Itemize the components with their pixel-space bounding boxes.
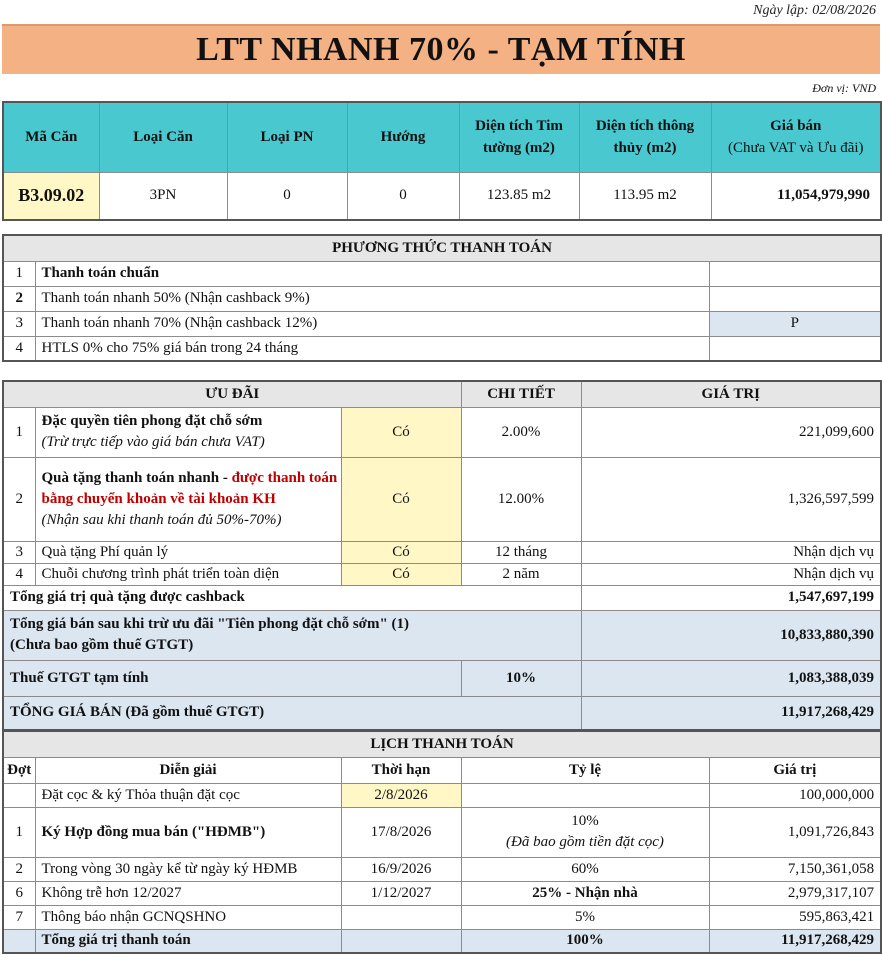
unit-bedroom-type: 0 <box>227 172 347 220</box>
pm-mark <box>709 261 881 286</box>
pm-mark <box>709 336 881 361</box>
offer-applied: Có <box>341 407 461 457</box>
pm-selected-mark: P <box>709 311 881 336</box>
offer-value: Nhận dịch vụ <box>581 541 881 563</box>
schedule-due: 2/8/2026 <box>341 783 461 807</box>
schedule-total-label: Tổng giá trị thanh toán <box>35 929 341 953</box>
offer-title: Quà tặng Phí quản lý <box>35 541 341 563</box>
unit-info-table <box>2 101 882 221</box>
schedule-due <box>341 905 461 929</box>
offer-detail: 2 năm <box>461 563 581 585</box>
unit-price: 11,054,979,990 <box>711 172 881 220</box>
schedule-due: 1/12/2027 <box>341 881 461 905</box>
schedule-rate: 60% <box>461 857 709 881</box>
offer-detail: 12.00% <box>461 457 581 541</box>
pm-no: 3 <box>3 311 35 336</box>
schedule-no: 7 <box>3 905 35 929</box>
schedule-no: 6 <box>3 881 35 905</box>
schedule-due: 16/9/2026 <box>341 857 461 881</box>
total-cashback-label: Tổng giá trị quà tặng được cashback <box>3 585 581 610</box>
offer-applied: Có <box>341 541 461 563</box>
schedule-due: 17/8/2026 <box>341 807 461 857</box>
pm-label: HTLS 0% cho 75% giá bán trong 24 tháng <box>35 336 709 361</box>
schedule-value: 1,091,726,843 <box>709 807 881 857</box>
offers-value-header: GIÁ TRỊ <box>581 381 881 407</box>
col-rate: Tỷ lệ <box>461 757 709 783</box>
offer-value: 221,099,600 <box>581 407 881 457</box>
page-title: LTT NHANH 70% - TẠM TÍNH <box>2 24 880 74</box>
col-description: Diễn giải <box>35 757 341 783</box>
unit-clear-area: 113.95 m2 <box>579 172 711 220</box>
unit-direction: 0 <box>347 172 459 220</box>
schedule-desc: Trong vòng 30 ngày kể từ ngày ký HĐMB <box>35 857 341 881</box>
price-after-offer-label: Tổng giá bán sau khi trừ ưu đãi "Tiên phong đặt chỗ sớm" (1) (Chưa bao gồm thuế GTGT) <box>3 610 581 660</box>
col-price: Giá bán (Chưa VAT và Ưu đãi) <box>711 102 881 172</box>
offer-applied: Có <box>341 457 461 541</box>
schedule-desc: Thông báo nhận GCNQSHNO <box>35 905 341 929</box>
grand-total-value: 11,917,268,429 <box>581 696 881 730</box>
vat-value: 1,083,388,039 <box>581 660 881 696</box>
offer-no: 3 <box>3 541 35 563</box>
offer-applied: Có <box>341 563 461 585</box>
schedule-rate <box>461 783 709 807</box>
schedule-rate: 10% (Đã bao gồm tiền đặt cọc) <box>461 807 709 857</box>
price-after-offer-value: 10,833,880,390 <box>581 610 881 660</box>
payment-method-table <box>2 234 882 362</box>
currency-unit: Đơn vị: VND <box>812 81 876 95</box>
col-due-date: Thời hạn <box>341 757 461 783</box>
payment-schedule-table <box>2 730 882 954</box>
schedule-rate: 5% <box>461 905 709 929</box>
col-type: Loại Căn <box>99 102 227 172</box>
schedule-desc: Ký Hợp đồng mua bán ("HĐMB") <box>35 807 341 857</box>
schedule-header: LỊCH THANH TOÁN <box>3 731 881 757</box>
schedule-no: 1 <box>3 807 35 857</box>
unit-wall-area: 123.85 m2 <box>459 172 579 220</box>
col-wall-area: Diện tích Tim tường (m2) <box>459 102 579 172</box>
schedule-no: 2 <box>3 857 35 881</box>
schedule-rate: 25% - Nhận nhà <box>461 881 709 905</box>
pm-label: Thanh toán nhanh 70% (Nhận cashback 12%) <box>35 311 709 336</box>
pm-mark <box>709 286 881 311</box>
offer-detail: 12 tháng <box>461 541 581 563</box>
vat-rate: 10% <box>461 660 581 696</box>
offer-title: Đặc quyền tiên phong đặt chỗ sớm (Trừ trực tiếp vào giá bán chưa VAT) <box>35 407 341 457</box>
unit-type: 3PN <box>99 172 227 220</box>
vat-label: Thuế GTGT tạm tính <box>3 660 461 696</box>
schedule-total-value: 11,917,268,429 <box>709 929 881 953</box>
schedule-total-due <box>341 929 461 953</box>
offer-no: 4 <box>3 563 35 585</box>
pm-label: Thanh toán nhanh 50% (Nhận cashback 9%) <box>35 286 709 311</box>
unit-code: B3.09.02 <box>3 172 99 220</box>
offers-detail-header: CHI TIẾT <box>461 381 581 407</box>
col-direction: Hướng <box>347 102 459 172</box>
offer-no: 2 <box>3 457 35 541</box>
col-code: Mã Căn <box>3 102 99 172</box>
col-value: Giá trị <box>709 757 881 783</box>
grand-total-label: TỔNG GIÁ BÁN (Đã gồm thuế GTGT) <box>3 696 581 730</box>
total-cashback-value: 1,547,697,199 <box>581 585 881 610</box>
col-installment: Đợt <box>3 757 35 783</box>
col-clear-area: Diện tích thông thủy (m2) <box>579 102 711 172</box>
payment-method-header: PHƯƠNG THỨC THANH TOÁN <box>3 235 881 261</box>
schedule-total-rate: 100% <box>461 929 709 953</box>
schedule-value: 100,000,000 <box>709 783 881 807</box>
pm-label: Thanh toán chuẩn <box>35 261 709 286</box>
offer-detail: 2.00% <box>461 407 581 457</box>
schedule-desc: Đặt cọc & ký Thỏa thuận đặt cọc <box>35 783 341 807</box>
schedule-value: 7,150,361,058 <box>709 857 881 881</box>
schedule-value: 595,863,421 <box>709 905 881 929</box>
offer-value: 1,326,597,599 <box>581 457 881 541</box>
date-created: Ngày lập: 02/08/2026 <box>753 3 876 18</box>
offers-header: ƯU ĐÃI <box>3 381 461 407</box>
offer-title: Chuỗi chương trình phát triển toàn diện <box>35 563 341 585</box>
offer-no: 1 <box>3 407 35 457</box>
schedule-desc: Không trễ hơn 12/2027 <box>35 881 341 905</box>
col-bedroom-type: Loại PN <box>227 102 347 172</box>
pm-no: 2 <box>3 286 35 311</box>
offers-table <box>2 380 882 731</box>
schedule-no <box>3 783 35 807</box>
pm-no: 1 <box>3 261 35 286</box>
pm-no: 4 <box>3 336 35 361</box>
offer-value: Nhận dịch vụ <box>581 563 881 585</box>
schedule-total-no <box>3 929 35 953</box>
offer-title: Quà tặng thanh toán nhanh - được thanh toán bằng chuyển khoản về tài khoản KH (Nhận sau khi thanh toán đủ 50%-70%) <box>35 457 341 541</box>
schedule-value: 2,979,317,107 <box>709 881 881 905</box>
